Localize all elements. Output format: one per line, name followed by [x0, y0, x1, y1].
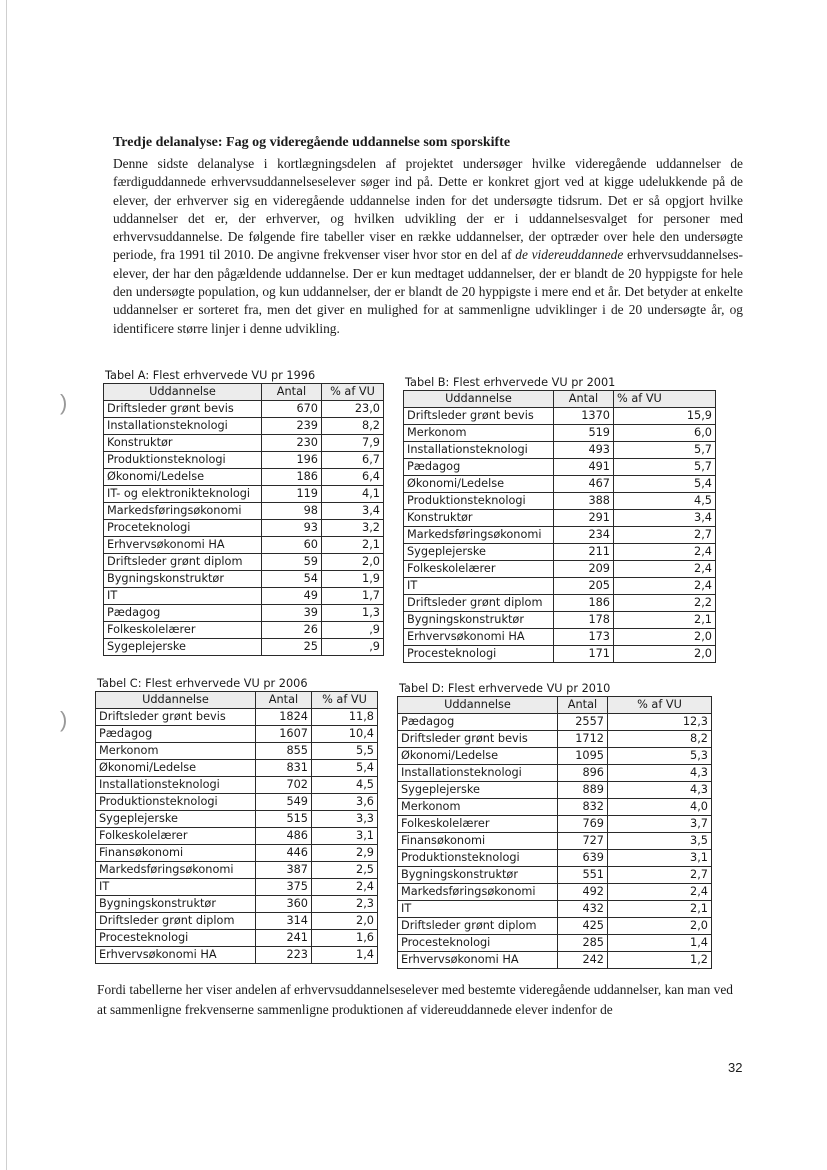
uddannelse-cell: Installationsteknologi [398, 765, 558, 782]
table-row [404, 595, 716, 612]
table-row [404, 408, 716, 425]
table-row [104, 554, 384, 571]
table-row [96, 709, 378, 726]
table-row [398, 799, 712, 816]
percent-cell: 4,5 [614, 493, 716, 510]
table-body [96, 709, 378, 964]
table-body [104, 401, 384, 656]
uddannelse-cell: Sygeplejerske [96, 811, 256, 828]
antal-cell: 186 [554, 595, 614, 612]
table-row [404, 442, 716, 459]
table-header-row [96, 692, 378, 709]
table-row [398, 850, 712, 867]
antal-cell: 1712 [558, 731, 608, 748]
column-header: Uddannelse [398, 697, 558, 714]
table-row [398, 918, 712, 935]
antal-cell: 1095 [558, 748, 608, 765]
antal-cell: 727 [558, 833, 608, 850]
antal-cell: 896 [558, 765, 608, 782]
table-row [404, 459, 716, 476]
uddannelse-cell: Sygeplejerske [104, 639, 262, 656]
table-d-caption: Tabel D: Flest erhvervede VU pr 2010 [399, 682, 611, 695]
table-b [403, 375, 716, 663]
table-a-caption: Tabel A: Flest erhvervede VU pr 1996 [105, 369, 316, 382]
uddannelse-cell: IT- og elektronikteknologi [104, 486, 262, 503]
antal-cell: 702 [256, 777, 312, 794]
antal-cell: 769 [558, 816, 608, 833]
uddannelse-cell: Pædagog [104, 605, 262, 622]
uddannelse-cell: Finansøkonomi [96, 845, 256, 862]
percent-cell: 8,2 [608, 731, 712, 748]
table-row [398, 935, 712, 952]
antal-cell: 211 [554, 544, 614, 561]
uddannelse-cell: Merkonom [398, 799, 558, 816]
percent-cell: 2,0 [608, 918, 712, 935]
table-row [96, 743, 378, 760]
antal-cell: 388 [554, 493, 614, 510]
antal-cell: 1824 [256, 709, 312, 726]
table-row [96, 947, 378, 964]
table-row [404, 578, 716, 595]
antal-cell: 551 [558, 867, 608, 884]
table-row [404, 544, 716, 561]
table-row [398, 765, 712, 782]
section-heading: Tredje delanalyse: Fag og videregående uddannelse som sporskifte [113, 135, 511, 150]
table-row [104, 503, 384, 520]
antal-cell: 446 [256, 845, 312, 862]
antal-cell: 186 [262, 469, 322, 486]
antal-cell: 39 [262, 605, 322, 622]
antal-cell: 239 [262, 418, 322, 435]
table-b-caption: Tabel B: Flest erhvervede VU pr 2001 [405, 376, 616, 389]
antal-cell: 832 [558, 799, 608, 816]
table-header-row [404, 391, 716, 408]
column-header: Uddannelse [404, 391, 554, 408]
antal-cell: 54 [262, 571, 322, 588]
antal-cell: 230 [262, 435, 322, 452]
table-row [398, 901, 712, 918]
uddannelse-cell: Bygningskonstruktør [104, 571, 262, 588]
uddannelse-cell: Installationsteknologi [404, 442, 554, 459]
percent-cell: 2,0 [322, 554, 384, 571]
percent-cell: 3,4 [614, 510, 716, 527]
uddannelse-cell: Økonomi/Ledelse [404, 476, 554, 493]
table-row [404, 476, 716, 493]
percent-cell: ,9 [322, 639, 384, 656]
antal-cell: 209 [554, 561, 614, 578]
antal-cell: 831 [256, 760, 312, 777]
uddannelse-cell: Folkeskolelærer [398, 816, 558, 833]
uddannelse-cell: Procesteknologi [96, 930, 256, 947]
column-header: Uddannelse [104, 384, 262, 401]
percent-cell: 3,7 [608, 816, 712, 833]
uddannelse-cell: Merkonom [404, 425, 554, 442]
percent-cell: 5,7 [614, 442, 716, 459]
uddannelse-cell: Bygningskonstruktør [404, 612, 554, 629]
table-d-grid [397, 696, 712, 969]
antal-cell: 242 [558, 952, 608, 969]
table-row [398, 782, 712, 799]
antal-cell: 173 [554, 629, 614, 646]
percent-cell: 2,5 [312, 862, 378, 879]
percent-cell: 5,4 [614, 476, 716, 493]
antal-cell: 2557 [558, 714, 608, 731]
antal-cell: 205 [554, 578, 614, 595]
percent-cell: 6,4 [322, 469, 384, 486]
column-header: % af VU [312, 692, 378, 709]
antal-cell: 467 [554, 476, 614, 493]
uddannelse-cell: Installationsteknologi [96, 777, 256, 794]
antal-cell: 25 [262, 639, 322, 656]
uddannelse-cell: Folkeskolelærer [104, 622, 262, 639]
table-row [404, 646, 716, 663]
percent-cell: 8,2 [322, 418, 384, 435]
uddannelse-cell: Sygeplejerske [404, 544, 554, 561]
antal-cell: 492 [558, 884, 608, 901]
antal-cell: 639 [558, 850, 608, 867]
antal-cell: 515 [256, 811, 312, 828]
percent-cell: 3,6 [312, 794, 378, 811]
table-row [398, 867, 712, 884]
table-row [404, 425, 716, 442]
uddannelse-cell: Økonomi/Ledelse [96, 760, 256, 777]
table-c-caption: Tabel C: Flest erhvervede VU pr 2006 [97, 677, 308, 690]
uddannelse-cell: Pædagog [96, 726, 256, 743]
percent-cell: 12,3 [608, 714, 712, 731]
table-row [96, 913, 378, 930]
table-row [104, 622, 384, 639]
table-row [104, 435, 384, 452]
table-body [404, 408, 716, 663]
percent-cell: 11,8 [312, 709, 378, 726]
antal-cell: 98 [262, 503, 322, 520]
table-row [104, 401, 384, 418]
uddannelse-cell: Folkeskolelærer [404, 561, 554, 578]
percent-cell: 1,3 [322, 605, 384, 622]
closing-paragraph: Fordi tabellerne her viser andelen af erhvervsuddannelseselever med bestemte videregående uddannelser, kan man ved at sammenligne frekvenserne sammenligne produktionen af videreuddannede elever indenfor de [97, 982, 733, 1017]
uddannelse-cell: Konstruktør [104, 435, 262, 452]
uddannelse-cell: Folkeskolelærer [96, 828, 256, 845]
percent-cell: 2,4 [614, 561, 716, 578]
percent-cell: ,9 [322, 622, 384, 639]
percent-cell: 4,1 [322, 486, 384, 503]
antal-cell: 171 [554, 646, 614, 663]
uddannelse-cell: Installationsteknologi [104, 418, 262, 435]
uddannelse-cell: Erhvervsøkonomi HA [96, 947, 256, 964]
percent-cell: 4,3 [608, 782, 712, 799]
table-a-grid [103, 383, 384, 656]
table-row [96, 862, 378, 879]
table-row [398, 731, 712, 748]
intro-text-part: Denne sidste delanalyse i kortlægningsdelen af projektet undersøger hvilke videregående uddannelser de færdiguddannede erhvervsuddannelseselever søger ind på. Dette er konkret gjort ved at kigge udelukkende på de elever, der erhverver sig en videregående uddannelse inden for det undersøgte tidsrum. Det er så opgjort hvilke uddannelser det er, der erhverver, og hvilken udvikling der er i uddannelsesvalget for personer med erhvervsuddannelse. De følgende fire tabeller viser en række uddannelser, der optræder over hele den undersøgte periode, fra 1991 til 2010. De angivne frekvenser viser hvor stor en del af [113, 156, 743, 263]
antal-cell: 60 [262, 537, 322, 554]
column-header: Antal [256, 692, 312, 709]
antal-cell: 387 [256, 862, 312, 879]
uddannelse-cell: Pædagog [398, 714, 558, 731]
uddannelse-cell: Produktionsteknologi [96, 794, 256, 811]
table-row [104, 605, 384, 622]
percent-cell: 2,3 [312, 896, 378, 913]
antal-cell: 670 [262, 401, 322, 418]
uddannelse-cell: Erhvervsøkonomi HA [398, 952, 558, 969]
uddannelse-cell: Markedsføringsøkonomi [96, 862, 256, 879]
table-row [96, 879, 378, 896]
percent-cell: 5,3 [608, 748, 712, 765]
percent-cell: 3,1 [312, 828, 378, 845]
antal-cell: 360 [256, 896, 312, 913]
percent-cell: 10,4 [312, 726, 378, 743]
antal-cell: 855 [256, 743, 312, 760]
percent-cell: 4,3 [608, 765, 712, 782]
table-row [96, 845, 378, 862]
table-d [397, 681, 712, 969]
uddannelse-cell: Produktionsteknologi [404, 493, 554, 510]
percent-cell: 5,5 [312, 743, 378, 760]
antal-cell: 285 [558, 935, 608, 952]
percent-cell: 4,5 [312, 777, 378, 794]
percent-cell: 2,0 [614, 646, 716, 663]
percent-cell: 2,7 [614, 527, 716, 544]
percent-cell: 2,4 [614, 578, 716, 595]
table-row [96, 930, 378, 947]
table-row [398, 714, 712, 731]
antal-cell: 93 [262, 520, 322, 537]
table-row [404, 510, 716, 527]
table-row [398, 833, 712, 850]
uddannelse-cell: Produktionsteknologi [104, 452, 262, 469]
table-header-row [104, 384, 384, 401]
percent-cell: 2,4 [608, 884, 712, 901]
percent-cell: 3,5 [608, 833, 712, 850]
column-header: % af VU [608, 697, 712, 714]
table-row [96, 760, 378, 777]
antal-cell: 234 [554, 527, 614, 544]
intro-text-part: erhvervsuddannelses-elever, der har den pågældende uddannelse. Der er kun medtaget uddannelser, der er blandt de 20 hyppigste for hele den undersøgte population, og kun uddannelser, der er blandt de 20 hyppigste i mere end et år. Det betyder at enkelte uddannelser er sorteret fra, men det giver en mulighed for at sammenligne udviklinger i de 20 undersøgte år, og identificere større linjer i denne udvikling. [113, 247, 743, 336]
antal-cell: 1370 [554, 408, 614, 425]
table-a [103, 368, 384, 656]
antal-cell: 119 [262, 486, 322, 503]
uddannelse-cell: IT [96, 879, 256, 896]
table-b-grid [403, 390, 716, 663]
antal-cell: 26 [262, 622, 322, 639]
percent-cell: 2,0 [614, 629, 716, 646]
antal-cell: 432 [558, 901, 608, 918]
uddannelse-cell: Driftsleder grønt diplom [96, 913, 256, 930]
percent-cell: 2,9 [312, 845, 378, 862]
table-row [104, 418, 384, 435]
uddannelse-cell: Merkonom [96, 743, 256, 760]
antal-cell: 375 [256, 879, 312, 896]
table-row [404, 561, 716, 578]
uddannelse-cell: Proceteknologi [104, 520, 262, 537]
table-row [398, 952, 712, 969]
page-edge-rule [6, 0, 7, 1170]
table-row [404, 493, 716, 510]
table-row [96, 794, 378, 811]
antal-cell: 196 [262, 452, 322, 469]
table-row [96, 726, 378, 743]
percent-cell: 2,1 [608, 901, 712, 918]
antal-cell: 486 [256, 828, 312, 845]
antal-cell: 178 [554, 612, 614, 629]
table-row [96, 828, 378, 845]
percent-cell: 4,0 [608, 799, 712, 816]
uddannelse-cell: Sygeplejerske [398, 782, 558, 799]
uddannelse-cell: Økonomi/Ledelse [104, 469, 262, 486]
column-header: Antal [262, 384, 322, 401]
percent-cell: 2,4 [614, 544, 716, 561]
uddannelse-cell: Konstruktør [404, 510, 554, 527]
antal-cell: 549 [256, 794, 312, 811]
percent-cell: 1,2 [608, 952, 712, 969]
table-row [104, 520, 384, 537]
percent-cell: 7,9 [322, 435, 384, 452]
column-header: % af VU [614, 391, 716, 408]
percent-cell: 1,4 [608, 935, 712, 952]
uddannelse-cell: Driftsleder grønt diplom [398, 918, 558, 935]
antal-cell: 425 [558, 918, 608, 935]
antal-cell: 291 [554, 510, 614, 527]
percent-cell: 23,0 [322, 401, 384, 418]
column-header: Antal [558, 697, 608, 714]
table-row [104, 452, 384, 469]
uddannelse-cell: Finansøkonomi [398, 833, 558, 850]
antal-cell: 493 [554, 442, 614, 459]
table-row [104, 537, 384, 554]
percent-cell: 1,6 [312, 930, 378, 947]
uddannelse-cell: Pædagog [404, 459, 554, 476]
percent-cell: 6,7 [322, 452, 384, 469]
percent-cell: 2,4 [312, 879, 378, 896]
percent-cell: 3,4 [322, 503, 384, 520]
uddannelse-cell: Driftsleder grønt bevis [398, 731, 558, 748]
antal-cell: 314 [256, 913, 312, 930]
table-row [104, 588, 384, 605]
antal-cell: 241 [256, 930, 312, 947]
antal-cell: 491 [554, 459, 614, 476]
column-header: % af VU [322, 384, 384, 401]
uddannelse-cell: Procesteknologi [404, 646, 554, 663]
uddannelse-cell: Driftsleder grønt bevis [104, 401, 262, 418]
table-row [104, 571, 384, 588]
margin-bracket-mark: ) [60, 390, 68, 415]
table-row [96, 811, 378, 828]
percent-cell: 2,1 [614, 612, 716, 629]
table-row [104, 486, 384, 503]
percent-cell: 3,1 [608, 850, 712, 867]
page-number: 32 [728, 1060, 743, 1075]
table-row [404, 612, 716, 629]
table-row [398, 748, 712, 765]
uddannelse-cell: Produktionsteknologi [398, 850, 558, 867]
uddannelse-cell: Erhvervsøkonomi HA [404, 629, 554, 646]
column-header: Uddannelse [96, 692, 256, 709]
table-row [96, 777, 378, 794]
table-row [404, 629, 716, 646]
table-c-grid [95, 691, 378, 964]
intro-italic-phrase: de videreuddannede [515, 247, 624, 263]
uddannelse-cell: Driftsleder grønt diplom [104, 554, 262, 571]
antal-cell: 519 [554, 425, 614, 442]
uddannelse-cell: Bygningskonstruktør [398, 867, 558, 884]
antal-cell: 223 [256, 947, 312, 964]
table-body [398, 714, 712, 969]
uddannelse-cell: IT [104, 588, 262, 605]
percent-cell: 5,4 [312, 760, 378, 777]
uddannelse-cell: Procesteknologi [398, 935, 558, 952]
antal-cell: 889 [558, 782, 608, 799]
table-row [404, 527, 716, 544]
percent-cell: 3,3 [312, 811, 378, 828]
table-row [104, 469, 384, 486]
percent-cell: 6,0 [614, 425, 716, 442]
percent-cell: 1,4 [312, 947, 378, 964]
uddannelse-cell: Driftsleder grønt bevis [96, 709, 256, 726]
table-row [96, 896, 378, 913]
percent-cell: 5,7 [614, 459, 716, 476]
percent-cell: 1,7 [322, 588, 384, 605]
percent-cell: 2,7 [608, 867, 712, 884]
uddannelse-cell: Markedsføringsøkonomi [398, 884, 558, 901]
uddannelse-cell: Driftsleder grønt diplom [404, 595, 554, 612]
uddannelse-cell: IT [404, 578, 554, 595]
intro-paragraph [113, 155, 743, 338]
uddannelse-cell: Driftsleder grønt bevis [404, 408, 554, 425]
antal-cell: 59 [262, 554, 322, 571]
antal-cell: 49 [262, 588, 322, 605]
percent-cell: 15,9 [614, 408, 716, 425]
uddannelse-cell: Bygningskonstruktør [96, 896, 256, 913]
column-header: Antal [554, 391, 614, 408]
percent-cell: 1,9 [322, 571, 384, 588]
uddannelse-cell: Markedsføringsøkonomi [104, 503, 262, 520]
uddannelse-cell: Markedsføringsøkonomi [404, 527, 554, 544]
uddannelse-cell: Erhvervsøkonomi HA [104, 537, 262, 554]
percent-cell: 2,0 [312, 913, 378, 930]
percent-cell: 2,2 [614, 595, 716, 612]
uddannelse-cell: IT [398, 901, 558, 918]
margin-bracket-mark: ) [60, 707, 68, 732]
table-c [95, 676, 378, 964]
percent-cell: 3,2 [322, 520, 384, 537]
table-row [104, 639, 384, 656]
uddannelse-cell: Økonomi/Ledelse [398, 748, 558, 765]
table-header-row [398, 697, 712, 714]
antal-cell: 1607 [256, 726, 312, 743]
table-row [398, 816, 712, 833]
percent-cell: 2,1 [322, 537, 384, 554]
table-row [398, 884, 712, 901]
